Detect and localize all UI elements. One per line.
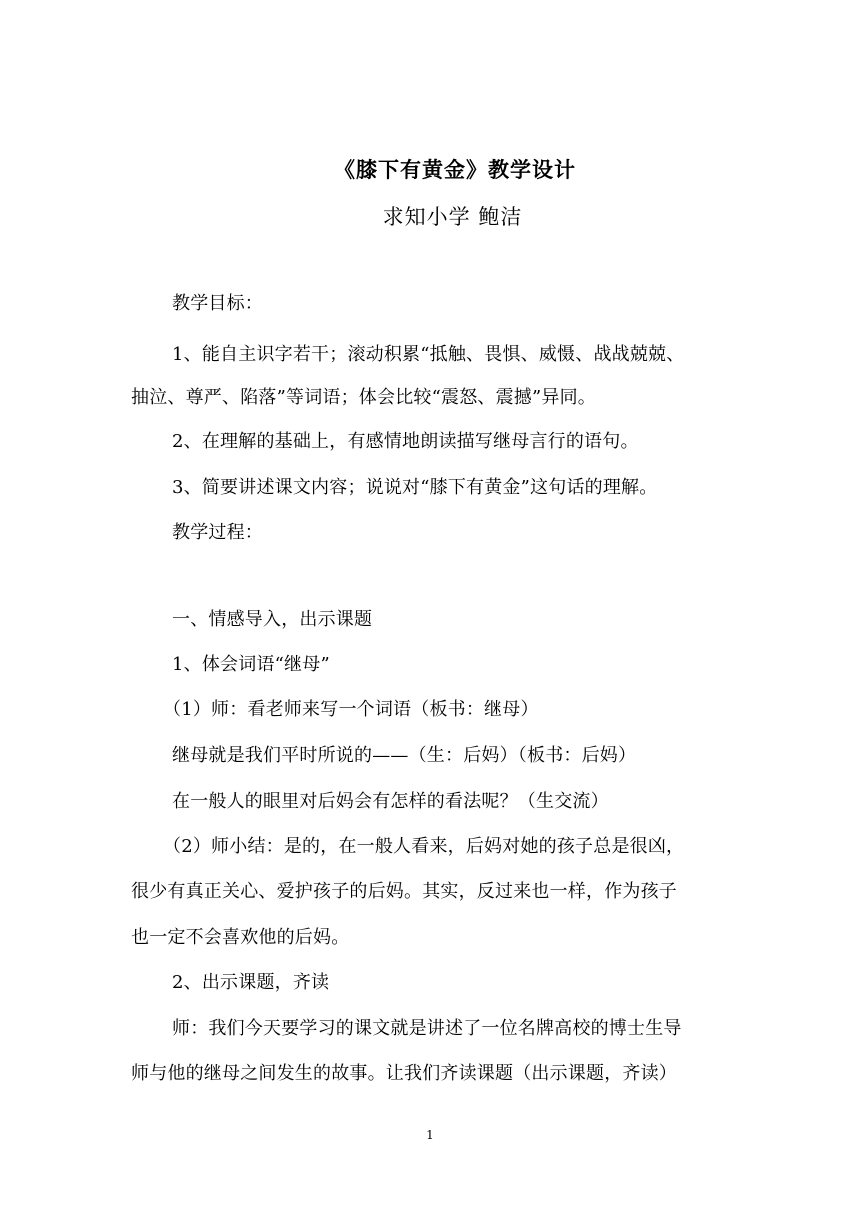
item-1-4-line-3: 也一定不会喜欢他的后妈。: [131, 927, 350, 948]
process-heading: 教学过程：: [172, 522, 263, 543]
item-1-4-line-1: （2）师小结：是的，在一般人看来，后妈对她的孩子总是很凶，: [163, 836, 685, 857]
goal-1-line-2: 抽泣、尊严、陷落”等词语；体会比较“震怒、震撼”异同。: [131, 387, 597, 408]
item-2: 2、出示课题，齐读: [172, 972, 330, 993]
page-number: 1: [426, 1128, 434, 1142]
document-title: 《膝下有黄金》教学设计: [334, 157, 576, 182]
item-2-1-line-1: 师：我们今天要学习的课文就是讲述了一位名牌高校的博士生导: [172, 1018, 682, 1039]
goal-2: 2、在理解的基础上，有感情地朗读描写继母言行的语句。: [172, 431, 639, 452]
item-1-4-line-2: 很少有真正关心、爱护孩子的后妈。其实，反过来也一样，作为孩子: [131, 881, 677, 902]
section-1-heading: 一、情感导入，出示课题: [172, 609, 373, 630]
item-1: 1、体会词语“继母”: [172, 654, 330, 675]
goal-1-line-1: 1、能自主识字若干；滚动积累“抵触、畏惧、威慑、战战兢兢、: [172, 344, 685, 365]
item-2-1-line-2: 师与他的继母之间发生的故事。让我们齐读课题（出示课题，齐读）: [131, 1063, 677, 1084]
goal-3: 3、简要讲述课文内容；说说对“膝下有黄金”这句话的理解。: [172, 477, 658, 498]
item-1-1: （1）师：看老师来写一个词语（板书：继母）: [163, 699, 539, 720]
goals-heading: 教学目标：: [172, 293, 263, 314]
document-author: 求知小学 鲍洁: [382, 205, 523, 229]
item-1-2: 继母就是我们平时所说的——（生：后妈）（板书：后妈）: [172, 745, 637, 766]
item-1-3: 在一般人的眼里对后妈会有怎样的看法呢？（生交流）: [172, 791, 609, 812]
